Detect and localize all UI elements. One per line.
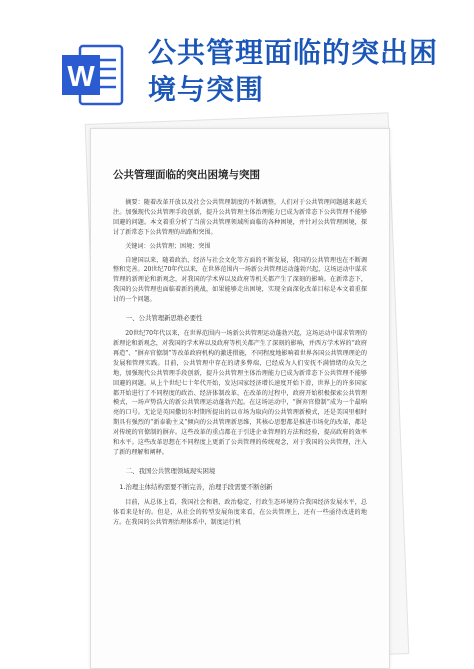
section1-paragraph: 20世纪70年代以来，在世界范围内一场新公共管理运动蓬勃兴起，这场运动中谋求管理的新理论和新观念，对我国的学术界以及政府等机关都产生了深刻的影响，并西方学术界的“政府再造”、“摒弃官僚制”等改革政府机构的激进措施，不同程度地影响着世界各国公共管理理论的发展和管理实践。目前，公共管理中存在的诸多弊端，已经成为人们安抚不满情绪的众矢之地，加强现代公共管理手段创新，提升公共管理主体治理能力已成为新常态下公共管理不能够回避的问题。从上个世纪七十年代开始，发达国家经济增长速度开始下滑，世界上的许多国家都开始进行了不同程度的政治、经济体制改革，在改革的过程中，政府开始积极探索公共管理模式，一场声势浩大的新公共管理运动蓬勃兴起。在这场运动中，“摒弃官僚制”成为一个最响亮的口号。无论是英国撒切尔时期所提出的以市场为取向的公共管理新模式，还是美国里根时期具有强烈的“新泰勒主义”倾向的公共管理新思维，其核心思想都是推进市场化的改革，都是对传统的官僚制的摒弃。这些改革的重点都在于引进企业管理的方法和经验，提高政府的效率和水平。这些改革思想在不同程度上更新了公共管理的传统观念，对于我国的公共管理，注入了新的理解和阐释。 xyxy=(113,330,367,456)
svg-text:W: W xyxy=(67,61,95,93)
page-title: 公共管理面临的突出困境与突围 xyxy=(113,169,260,181)
header xyxy=(0,0,474,120)
section2-paragraph: 目前，从总体上看，我国社会和谐，政治稳定，行政生态环境符合我国经济发展水平，总体看来是好的。但是，从社会的转型发展角度来看，在公共管理上，还有一些亟待改进的地方。在我国的公共管理治理体系中，制度运行机 xyxy=(113,498,367,526)
intro-paragraph: 自建国以来，随着政治、经济与社会文化等方面的不断发展，我国的公共管理也在不断调整和完善。20世纪70年代以来，在世界范围内一场新公共管理运动蓬勃兴起，这场运动中谋求管理的新理论和新观念，对我国的学术界以及政府等机关都产生了深刻的影响。在新常态下，我国的公共管理也面临着新的挑战，如果能够走出困境，实现全面深化改革目标是本文着重探讨的一个问题。 xyxy=(113,256,367,304)
subsection-heading: 1.治理主体结构需要不断完善，治理手段需要不断创新 xyxy=(119,482,273,491)
document-page xyxy=(90,128,390,669)
keywords: 关键词：公共管理；困境；突围 xyxy=(125,242,211,250)
word-logo-icon xyxy=(60,42,126,108)
document-title-banner: 公共管理面临的突出困境与突围 xyxy=(148,36,439,106)
section-heading-2: 二、我国公共管理领域现实困境 xyxy=(125,466,216,475)
section-heading-1: 一、公共管理新思维必要性 xyxy=(125,314,203,323)
abstract: 摘要：随着改革开放以及社会公共管理制度的不断调整，人们对于公共管理问题越来越关注。加强现代公共管理手段创新，提升公共管理主体治理能力已成为新常态下公共管理不能够回避的问题。本文着重分析了当前公共管理领域所面临的各种困境，并针对公共管理困境，探讨了新常态下公共管理的出路和突围。 xyxy=(113,199,367,236)
